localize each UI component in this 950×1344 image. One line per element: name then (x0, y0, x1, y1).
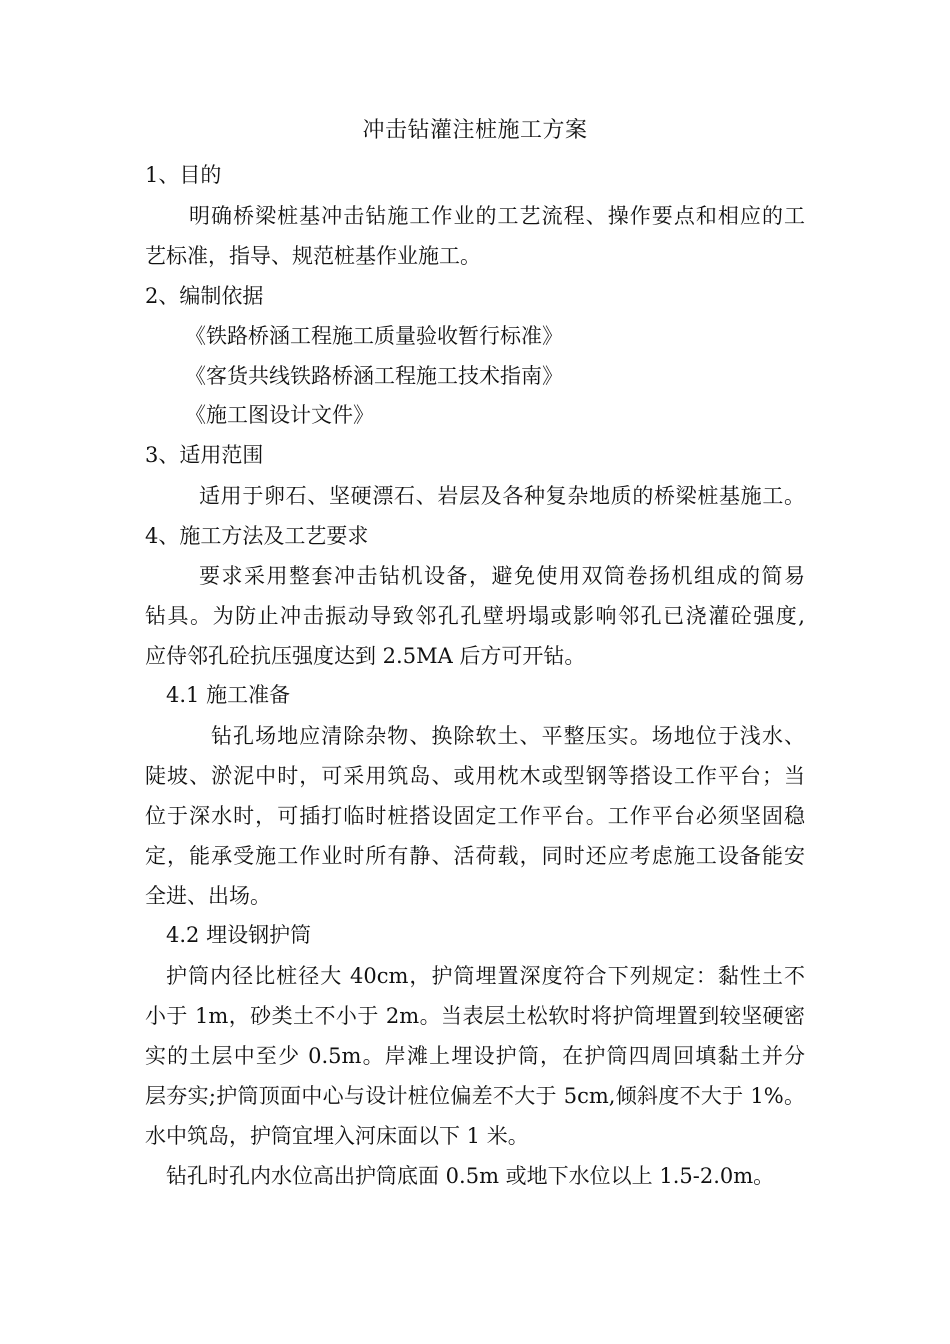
paragraph-line: 明确桥梁桩基冲击钻施工作业的工艺流程、操作要点和相应的工 (189, 204, 805, 228)
paragraph-line: 应侍邻孔砼抗压强度达到 2.5MA 后方可开钻。 (145, 644, 586, 668)
paragraph-line: 定，能承受施工作业时所有静、活荷载，同时还应考虑施工设备能安 (145, 844, 805, 868)
subsection-heading-casing: 4.2 埋设钢护筒 (166, 923, 312, 947)
section-heading-scope: 3、适用范围 (145, 443, 264, 467)
paragraph-line: 陡坡、淤泥中时，可采用筑岛、或用枕木或型钢等搭设工作平台；当 (145, 764, 805, 788)
paragraph-line: 护筒内径比桩径大 40cm，护筒埋置深度符合下列规定：黏性土不 (166, 964, 805, 988)
paragraph-line: 钻孔时孔内水位高出护筒底面 0.5m 或地下水位以上 1.5-2.0m。 (166, 1164, 775, 1188)
section-heading-methods: 4、施工方法及工艺要求 (145, 524, 369, 548)
section-heading-purpose: 1、目的 (145, 163, 222, 187)
paragraph-line: 实的土层中至少 0.5m。岸滩上埋设护筒，在护筒四周回填黏土并分 (145, 1044, 805, 1068)
paragraph-line: 钻具。为防止冲击振动导致邻孔孔壁坍塌或影响邻孔已浇灌砼强度, (145, 604, 805, 628)
section-heading-basis: 2、编制依据 (145, 284, 264, 308)
document-title: 冲击钻灌注桩施工方案 (362, 118, 588, 143)
paragraph-line: 艺标准，指导、规范桩基作业施工。 (145, 244, 481, 268)
paragraph-line: 要求采用整套冲击钻机设备，避免使用双筒卷扬机组成的简易 (199, 564, 805, 588)
reference-item: 《铁路桥涵工程施工质量验收暂行标准》 (185, 324, 563, 348)
paragraph-line: 层夯实;护筒顶面中心与设计桩位偏差不大于 5cm,倾斜度不大于 1%。 (145, 1084, 805, 1108)
paragraph-line: 水中筑岛，护筒宜埋入河床面以下 1 米。 (145, 1124, 529, 1148)
paragraph-line: 钻孔场地应清除杂物、换除软土、平整压实。场地位于浅水、 (211, 724, 805, 748)
paragraph-line: 小于 1m，砂类土不小于 2m。当表层土松软时将护筒埋置到较坚硬密 (145, 1004, 805, 1028)
paragraph-line: 适用于卵石、坚硬漂石、岩层及各种复杂地质的桥梁桩基施工。 (199, 484, 805, 508)
paragraph-line: 全进、出场。 (145, 884, 271, 908)
reference-item: 《客货共线铁路桥涵工程施工技术指南》 (185, 364, 563, 388)
reference-item: 《施工图设计文件》 (185, 403, 374, 427)
paragraph-line: 位于深水时，可插打临时桩搭设固定工作平台。工作平台必须坚固稳 (145, 804, 805, 828)
subsection-heading-preparation: 4.1 施工准备 (166, 683, 291, 707)
